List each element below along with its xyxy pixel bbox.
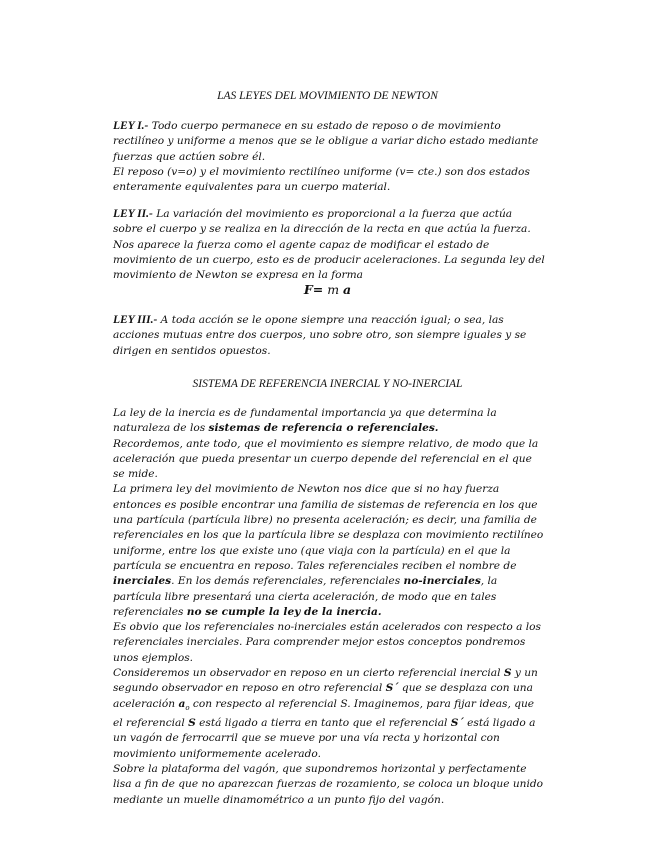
bold-term-inertia-fails: no se cumple la ley de la inercia.	[186, 605, 382, 618]
newton-formula	[0, 282, 655, 297]
law-3-text: A toda acción se le opone siempre una reacción igual; o sea, las acciones mutuas entre dos cuerpos, uno sobre otro, son siempre iguales y se dirigen en sentidos opuestos.	[113, 314, 527, 357]
paragraph-platform: Sobre la plataforma del vagón, que supondremos horizontal y perfectamente lisa a fin de que no aparezcan fuerzas de rozamiento, se coloca un bloque unido mediante un muelle dinamométrico a un punto fijo del vagón.	[113, 762, 544, 806]
law-3-label: LEY III.-	[113, 314, 158, 326]
text-run: que se desplaza con una aceleración	[113, 682, 533, 710]
text-run: , la partícula libre presentará una cierta aceleración, de modo que en tales referenciales	[113, 575, 498, 618]
paragraph-accelerated: Es obvio que los referenciales no-inerciales están acelerados con respecto a los referenciales inerciales. Para comprender mejor estos conceptos pondremos unos ejemplos.	[113, 621, 541, 664]
paragraph-inertia	[113, 406, 545, 437]
law-1-note: El reposo (v=o) y el movimiento rectilíneo uniforme (v= cte.) son dos estados enteramente equivalentes para un cuerpo material.	[113, 165, 530, 194]
paragraph-relative-motion: Recordemos, ante todo, que el movimiento es siempre relativo, de modo que la aceleración que pueda presentar un cuerpo depende del referencial en el que se mide.	[113, 437, 539, 481]
law-2-label: LEY II.-	[113, 208, 153, 220]
law-1-label: LEY I.-	[113, 120, 149, 132]
formula-force: F=	[303, 282, 324, 297]
law-3-block	[113, 313, 545, 359]
law-3-paragraph	[113, 313, 545, 359]
paragraph-observers	[113, 666, 545, 762]
text-run: Consideremos un observador en reposo en un cierto referencial inercial	[113, 667, 504, 680]
law-1-text: Todo cuerpo permanece en su estado de reposo o de movimiento rectilíneo y uniforme a menos que se le obligue a variar dicho estado mediante fuerzas que actúen sobre él.	[113, 120, 539, 163]
law-2-text: La variación del movimiento es proporcional a la fuerza que actúa sobre el cuerpo y se realiza en la dirección de la recta en que actúa la fuerza. Nos aparece la fuerza como el agente capaz de modificar el estado de movimiento de un cuerpo, esto es de producir aceleraciones. La segunda ley del movimiento de Newton se expresa en la forma	[113, 208, 545, 282]
text-run: y un segundo observador en reposo en otro referencial	[113, 667, 538, 695]
text-run: La ley de la inercia es de fundamental importancia ya que determina la naturaleza de los	[113, 407, 497, 435]
law-2-block	[113, 207, 545, 283]
text-run: La primera ley del movimiento de Newton nos dice que si no hay fuerza entonces es posible encontrar una familia de sistemas de referencia en los que una partícula (partícula libre) no presenta aceleración; es decir, una familia de referenciales en los que la partícula libre se desplaza con movimiento rectilíneo uniforme, entre los que existe uno (que viaja con la partícula) en el que la partícula se encuentra en reposo. Tales referenciales reciben el nombre de	[113, 483, 544, 572]
bold-term-reference-systems: sistemas de referencia o referenciales.	[208, 422, 439, 435]
text-run: . En los demás referenciales, referenciales	[171, 575, 404, 588]
symbol-s: S	[188, 717, 196, 730]
symbol-s: S	[503, 667, 512, 680]
symbol-s-prime: S´	[385, 682, 399, 695]
text-run: con respecto al referencial S. Imaginemos, para fijar ideas, que el referencial	[113, 697, 535, 730]
law-1-block	[113, 119, 545, 195]
formula-acceleration: a	[343, 282, 352, 297]
law-1-paragraph	[113, 119, 545, 165]
bold-term-non-inertial: no-inerciales	[403, 575, 481, 588]
symbol-a-subscript: o	[185, 703, 190, 712]
formula-mass: m	[323, 282, 344, 297]
bold-term-inertial: inerciales	[113, 575, 172, 588]
paragraph-first-law	[113, 482, 545, 620]
page-title: LAS LEYES DEL MOVIMIENTO DE NEWTON	[217, 90, 438, 102]
symbol-s-prime: S´	[450, 717, 464, 730]
text-run: está ligado a tierra en tanto que el referencial	[195, 717, 451, 730]
text-run: está ligado a un vagón de ferrocarril que se mueve por una vía recta y horizontal con movimiento uniformemente acelerado.	[113, 717, 536, 760]
law-2-paragraph	[113, 207, 545, 283]
reference-systems-body	[113, 406, 545, 808]
symbol-a: a	[178, 697, 186, 710]
section-title: SISTEMA DE REFERENCIA INERCIAL Y NO-INERCIAL	[192, 378, 463, 390]
